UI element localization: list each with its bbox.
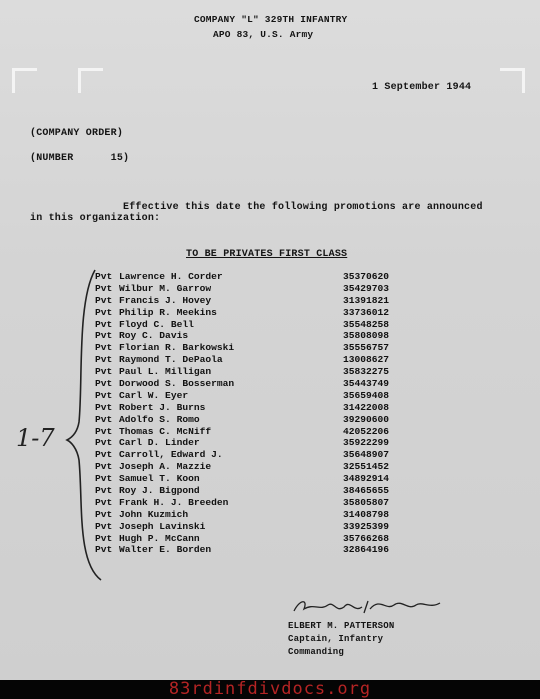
roster-serial: 33925399 <box>343 520 390 532</box>
roster-name: Florian R. Barkowski <box>119 342 235 354</box>
roster-row <box>95 378 395 390</box>
roster-rank: Pvt <box>95 271 113 282</box>
roster-serial: 35370620 <box>343 271 390 282</box>
roster-serial: 31391821 <box>343 294 390 306</box>
roster-row <box>95 307 395 319</box>
roster-rank: Pvt <box>95 342 113 354</box>
roster-serial: 39290600 <box>343 413 390 425</box>
intro-line-1: Effective this date the following promotions are announced <box>123 202 483 213</box>
roster-name: Robert J. Burns <box>119 401 206 413</box>
roster-row <box>95 330 395 342</box>
roster-serial: 32551452 <box>343 461 390 473</box>
roster-row <box>95 521 395 533</box>
roster-row <box>95 461 395 473</box>
roster-row <box>95 319 395 331</box>
roster-name: Adolfo S. Romo <box>119 413 200 425</box>
roster-rank: Pvt <box>95 508 113 520</box>
intro-line-2: in this organization: <box>30 213 161 224</box>
corner-mark-top-right <box>500 68 525 93</box>
roster-serial: 35659408 <box>343 389 390 401</box>
roster-serial: 38465655 <box>343 485 390 497</box>
roster-name: Hugh P. McCann <box>119 532 200 544</box>
roster-serial: 35548258 <box>343 318 390 330</box>
roster-row <box>95 437 395 449</box>
roster-rank: Pvt <box>95 496 113 508</box>
roster-rank: Pvt <box>95 485 113 497</box>
roster-row <box>95 449 395 461</box>
roster-rank: Pvt <box>95 473 113 485</box>
roster-rank: Pvt <box>95 282 113 294</box>
roster-row <box>95 342 395 354</box>
roster-row <box>95 414 395 426</box>
roster-name: Carl D. Linder <box>119 437 200 449</box>
roster-name: Raymond T. DePaola <box>119 354 223 366</box>
roster-name: Joseph A. Mazzie <box>119 461 212 473</box>
roster-row <box>95 366 395 378</box>
roster-rank: Pvt <box>95 425 113 437</box>
roster-serial: 13008627 <box>343 354 390 366</box>
roster-rank: Pvt <box>95 532 113 544</box>
order-type: (COMPANY ORDER) <box>30 128 124 139</box>
roster-serial: 32864196 <box>343 544 390 556</box>
corner-mark-top-left-inner <box>78 68 103 93</box>
roster-name: Francis J. Hovey <box>119 294 212 306</box>
roster-rank: Pvt <box>95 306 113 318</box>
roster-name: Dorwood S. Bosserman <box>119 378 235 390</box>
watermark-text: 83rdinfdivdocs.org <box>168 679 372 699</box>
roster-serial: 35443749 <box>343 378 390 390</box>
roster-row <box>95 473 395 485</box>
roster-name: Walter E. Borden <box>119 544 212 556</box>
roster-name: Carroll, Edward J. <box>119 449 223 461</box>
roster-row <box>95 509 395 521</box>
bracket-note: 1-7 <box>16 424 55 452</box>
roster-serial: 31422008 <box>343 401 390 413</box>
roster-rank: Pvt <box>95 544 113 556</box>
roster-serial: 35766268 <box>343 532 390 544</box>
roster-name: Wilbur M. Garrow <box>119 282 212 294</box>
roster-row <box>95 295 395 307</box>
roster-rank: Pvt <box>95 378 113 390</box>
roster-rank: Pvt <box>95 330 113 342</box>
order-date: 1 September 1944 <box>372 82 472 93</box>
roster-rank: Pvt <box>95 461 113 473</box>
roster-rank: Pvt <box>95 389 113 401</box>
roster-name: Roy C. Davis <box>119 330 189 342</box>
roster-serial: 35805807 <box>343 496 390 508</box>
promotion-list <box>95 271 395 556</box>
roster-rank: Pvt <box>95 294 113 306</box>
roster-rank: Pvt <box>95 413 113 425</box>
roster-row <box>95 283 395 295</box>
unit-header: COMPANY "L" 329TH INFANTRY <box>194 14 348 25</box>
roster-row <box>95 390 395 402</box>
roster-row <box>95 485 395 497</box>
roster-name: Carl W. Eyer <box>119 389 189 401</box>
roster-serial: 35922299 <box>343 437 390 449</box>
roster-name: John Kuzmich <box>119 508 189 520</box>
roster-rank: Pvt <box>95 354 113 366</box>
corner-mark-top-left <box>12 68 37 93</box>
roster-serial: 33736012 <box>343 306 390 318</box>
signature-handwritten <box>290 595 450 619</box>
roster-row <box>95 533 395 545</box>
roster-name: Thomas C. McNiff <box>119 425 212 437</box>
roster-row <box>95 354 395 366</box>
roster-name: Lawrence H. Corder <box>119 271 223 282</box>
roster-row <box>95 497 395 509</box>
roster-name: Joseph Lavinski <box>119 520 206 532</box>
order-number: (NUMBER 15) <box>30 153 130 164</box>
signature-name: ELBERT M. PATTERSON <box>288 621 395 631</box>
roster-rank: Pvt <box>95 318 113 330</box>
roster-name: Philip R. Meekins <box>119 306 217 318</box>
roster-serial: 31408798 <box>343 508 390 520</box>
roster-name: Floyd C. Bell <box>119 318 194 330</box>
roster-rank: Pvt <box>95 520 113 532</box>
apo-header: APO 83, U.S. Army <box>213 29 314 40</box>
roster-serial: 35832275 <box>343 366 390 378</box>
roster-serial: 42052206 <box>343 425 390 437</box>
roster-serial: 35648907 <box>343 449 390 461</box>
roster-rank: Pvt <box>95 437 113 449</box>
roster-name: Frank H. J. Breeden <box>119 496 229 508</box>
roster-row <box>95 271 395 283</box>
roster-serial: 35429703 <box>343 282 390 294</box>
roster-serial: 35556757 <box>343 342 390 354</box>
roster-row <box>95 402 395 414</box>
signature-rank: Captain, Infantry <box>288 634 384 644</box>
roster-rank: Pvt <box>95 366 113 378</box>
roster-row <box>95 544 395 556</box>
roster-row <box>95 426 395 438</box>
roster-name: Paul L. Milligan <box>119 366 212 378</box>
roster-serial: 34892914 <box>343 473 390 485</box>
section-title: TO BE PRIVATES FIRST CLASS <box>186 249 348 260</box>
roster-rank: Pvt <box>95 449 113 461</box>
signature-role: Commanding <box>288 647 345 657</box>
roster-name: Samuel T. Koon <box>119 473 200 485</box>
roster-rank: Pvt <box>95 401 113 413</box>
roster-name: Roy J. Bigpond <box>119 485 200 497</box>
roster-serial: 35808098 <box>343 330 390 342</box>
